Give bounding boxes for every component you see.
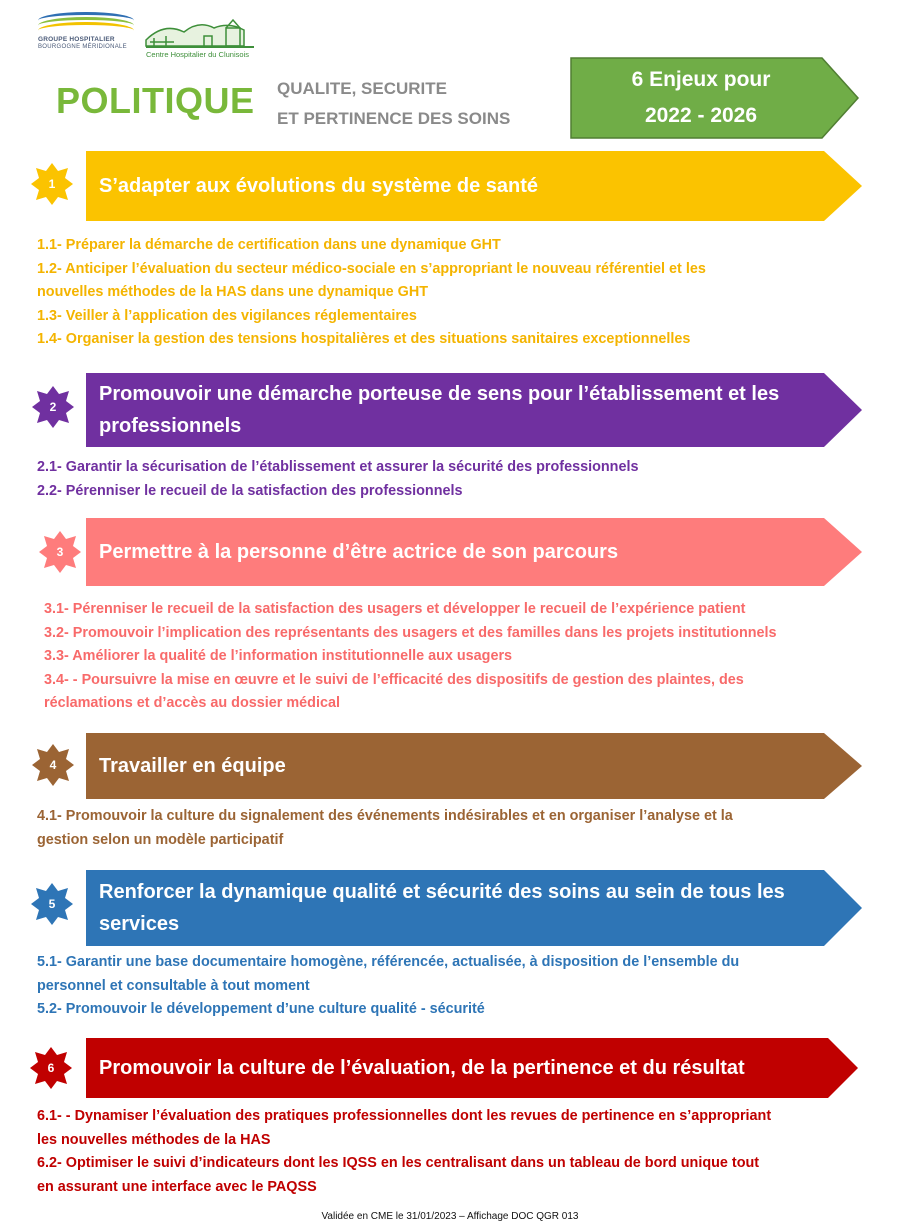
section-2-number-badge bbox=[31, 385, 75, 429]
list-item: 5.2- Promouvoir le développement d’une culture qualité - sécurité bbox=[37, 1001, 485, 1017]
ght-logo bbox=[36, 10, 136, 54]
list-item: 3.1- Pérenniser le recueil de la satisfaction des usagers et développer le recueil de l’expérience patient bbox=[44, 601, 746, 617]
section-2-title-line2: professionnels bbox=[99, 415, 242, 437]
section-5-title-line1: Renforcer la dynamique qualité et sécurité des soins au sein de tous les bbox=[99, 881, 785, 903]
enjeux-line1: 6 Enjeux pour bbox=[631, 68, 771, 91]
section-5-title bbox=[99, 870, 810, 946]
footer-note: Validée en CME le 31/01/2023 – Affichage DOC QGR 013 bbox=[321, 1211, 579, 1222]
ch-logo-name: Centre Hospitalier du Clunisois bbox=[146, 50, 249, 59]
section-2-title-line1: Promouvoir une démarche porteuse de sens pour l’établissement et les bbox=[99, 383, 780, 405]
list-item: 6.2- Optimiser le suivi d’indicateurs dont les IQSS en les centralisant dans un tableau de bord unique tout bbox=[37, 1155, 760, 1171]
section-1-banner bbox=[86, 151, 862, 221]
list-item: 1.2- Anticiper l’évaluation du secteur médico-sociale en s’appropriant le nouveau référentiel et les bbox=[37, 260, 706, 277]
section-2-title bbox=[99, 373, 810, 447]
section-2-banner bbox=[86, 373, 862, 447]
section-5-items bbox=[37, 951, 739, 1022]
list-item: les nouvelles méthodes de la HAS bbox=[37, 1131, 271, 1148]
section-3-banner bbox=[86, 518, 862, 586]
list-item: 1.4- Organiser la gestion des tensions hospitalières et des situations sanitaires exceptionnelles bbox=[37, 331, 691, 347]
list-item: 2.1- Garantir la sécurisation de l’établissement et assurer la sécurité des professionnels bbox=[37, 459, 639, 475]
section-4-title: Travailler en équipe bbox=[99, 755, 286, 777]
list-item: 3.3- Améliorer la qualité de l’information institutionnelle aux usagers bbox=[44, 648, 513, 664]
section-4-number-badge bbox=[31, 743, 75, 787]
subtitle-line2: ET PERTINENCE DES SOINS bbox=[277, 109, 511, 128]
list-item: en assurant une interface avec le PAQSS bbox=[37, 1178, 317, 1195]
section-6-items bbox=[37, 1105, 771, 1199]
list-item: 2.2- Pérenniser le recueil de la satisfaction des professionnels bbox=[37, 482, 463, 499]
subtitle-line1: QUALITE, SECURITE bbox=[277, 79, 448, 98]
list-item: 1.3- Veiller à l’application des vigilances réglementaires bbox=[37, 307, 417, 324]
ch-clunisois-logo bbox=[144, 18, 258, 64]
list-item: réclamations et d’accès au dossier médical bbox=[44, 695, 340, 711]
list-item: 3.4- - Poursuivre la mise en œuvre et le suivi de l’efficacité des dispositifs de gestion des plaintes, des bbox=[44, 671, 744, 688]
section-6-number: 6 bbox=[47, 1061, 55, 1075]
section-6-banner bbox=[86, 1038, 862, 1098]
list-item: 3.2- Promouvoir l’implication des représentants des usagers et des familles dans les projets institutionnels bbox=[44, 624, 777, 641]
page-title: POLITIQUE bbox=[56, 80, 255, 121]
section-3-number: 3 bbox=[56, 545, 64, 559]
section-1-number: 1 bbox=[48, 177, 56, 191]
section-4-items bbox=[37, 805, 733, 852]
section-6-title: Promouvoir la culture de l’évaluation, de la pertinence et du résultat bbox=[99, 1057, 745, 1079]
enjeux-line2: 2022 - 2026 bbox=[644, 104, 758, 127]
section-2-items bbox=[37, 456, 638, 503]
section-1-title: S’adapter aux évolutions du système de santé bbox=[99, 175, 539, 197]
list-item: 1.1- Préparer la démarche de certification dans une dynamique GHT bbox=[37, 237, 501, 253]
section-5-number: 5 bbox=[48, 897, 56, 911]
section-3-items bbox=[44, 598, 777, 716]
section-6-number-badge bbox=[29, 1046, 73, 1090]
section-3-title: Permettre à la personne d’être actrice de son parcours bbox=[99, 541, 619, 563]
ght-logo-line1: GROUPE HOSPITALIER bbox=[38, 36, 115, 43]
section-5-title-line2: services bbox=[99, 913, 180, 935]
page-subtitle bbox=[277, 74, 510, 134]
list-item: personnel et consultable à tout moment bbox=[37, 977, 310, 994]
section-1-number-badge bbox=[30, 162, 74, 206]
section-4-banner bbox=[86, 733, 862, 799]
section-2-number: 2 bbox=[49, 400, 57, 414]
ght-logo-line2: BOURGOGNE MÉRIDIONALE bbox=[38, 44, 127, 50]
list-item: 5.1- Garantir une base documentaire homogène, référencée, actualisée, à disposition de l’ensemble du bbox=[37, 954, 740, 970]
list-item: 6.1- - Dynamiser l’évaluation des pratiques professionnelles dont les revues de pertinence en s’appropriant bbox=[37, 1108, 772, 1124]
section-4-number: 4 bbox=[49, 758, 57, 772]
section-5-number-badge bbox=[30, 882, 74, 926]
section-5-banner bbox=[86, 870, 862, 946]
section-1-items bbox=[37, 234, 706, 352]
section-3-number-badge bbox=[38, 530, 82, 574]
list-item: gestion selon un modèle participatif bbox=[37, 831, 284, 848]
list-item: 4.1- Promouvoir la culture du signalement des événements indésirables et en organiser l’analyse et la bbox=[37, 808, 733, 824]
enjeux-banner bbox=[570, 57, 860, 139]
clunisois-landscape-icon bbox=[144, 18, 258, 50]
list-item: nouvelles méthodes de la HAS dans une dynamique GHT bbox=[37, 284, 429, 300]
